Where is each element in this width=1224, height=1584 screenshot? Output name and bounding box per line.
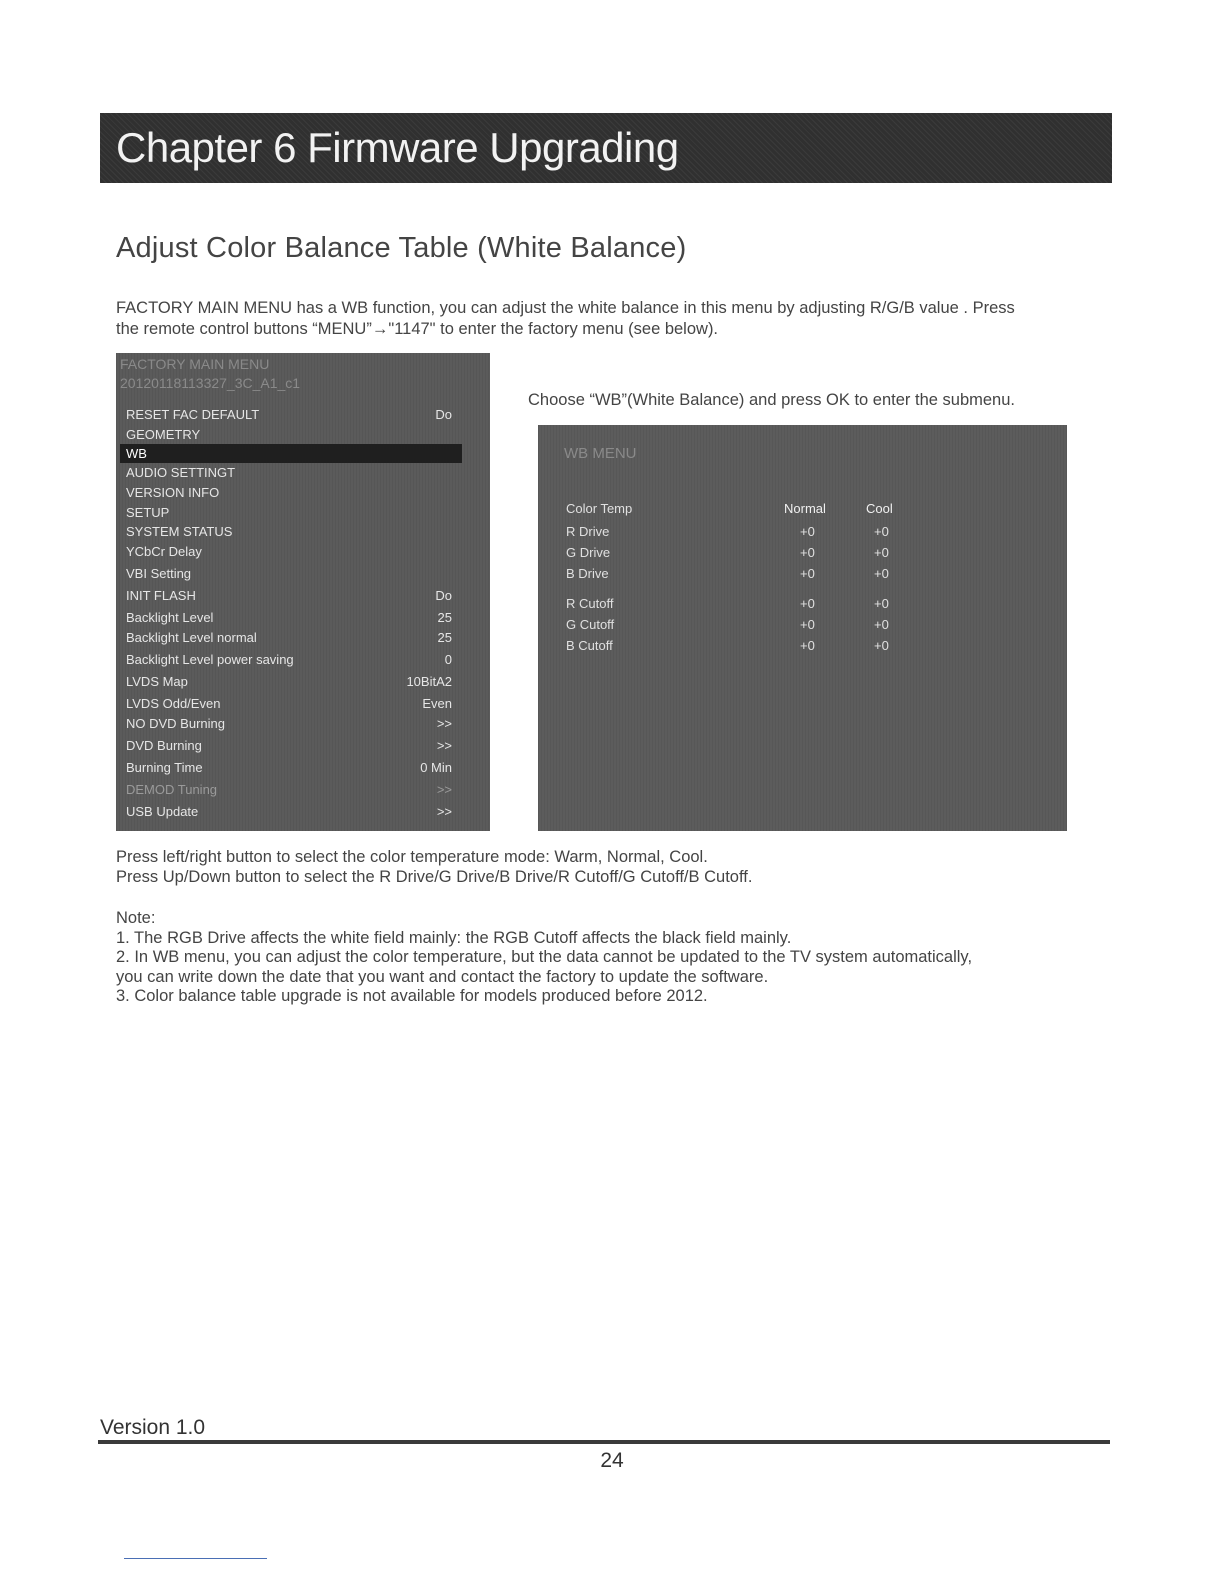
wb-row-color-temp[interactable] [564,499,1044,519]
menu-item-label: Backlight Level [126,610,214,625]
menu-item-label: Burning Time [126,760,203,775]
instruction-line-2: Press Up/Down button to select the R Drive/G Drive/B Drive/R Cutoff/G Cutoff/B Cutoff. [116,867,753,886]
menu-item-label: Backlight Level normal [126,630,257,645]
factory-menu-item-wb[interactable] [120,444,462,463]
footer-rule [98,1440,1110,1444]
chapter-banner: Chapter 6 Firmware Upgrading [100,113,1112,183]
menu-item-label: VBI Setting [126,566,192,581]
page-number: 24 [600,1449,624,1472]
bottom-divider [124,1558,267,1559]
factory-menu-item-geometry[interactable] [120,425,462,444]
section-title: Adjust Color Balance Table (White Balance) [116,232,687,264]
factory-menu-item-system-status[interactable] [120,522,462,541]
wb-row-value-1: +0 [800,566,815,581]
wb-caption: Choose “WB”(White Balance) and press OK to enter the submenu. [528,391,1015,409]
wb-row-label: G Cutoff [566,617,615,632]
instructions-paragraph [116,848,1116,887]
wb-row-value-1: Normal [784,501,826,516]
menu-item-label: Backlight Level power saving [126,652,294,667]
wb-row-label: Color Temp [566,501,633,516]
factory-menu-item-lvds-odd-even[interactable] [120,694,462,713]
factory-menu-screenshot [116,353,490,831]
menu-item-label: DEMOD Tuning [126,782,218,797]
note-3: 3. Color balance table upgrade is not available for models produced before 2012. [116,987,708,1005]
menu-item-value: >> [436,782,452,797]
menu-item-value: 0 Min [420,760,452,775]
menu-item-label: AUDIO SETTINGT [126,465,236,480]
notes-block [116,909,1116,1007]
menu-item-value: Even [422,696,452,711]
factory-menu-item-demod-tuning[interactable] [120,780,462,799]
factory-menu-item-backlight-normal[interactable] [120,628,462,647]
factory-menu-version: 20120118113327_3C_A1_c1 [120,375,301,391]
menu-item-label: GEOMETRY [126,427,201,442]
menu-item-value: 25 [437,610,452,625]
intro-line-1: FACTORY MAIN MENU has a WB function, you can adjust the white balance in this menu by adjusting R/G/B value . Press [116,299,1015,317]
wb-menu-title: WB MENU [564,445,637,462]
wb-row-value-1: +0 [800,596,815,611]
menu-item-label: USB Update [126,804,199,819]
menu-item-label: LVDS Odd/Even [126,696,221,711]
menu-item-value: Do [435,588,452,603]
wb-row-value-2: +0 [874,524,889,539]
instruction-line-1: Press left/right button to select the color temperature mode: Warm, Normal, Cool. [116,848,708,866]
menu-item-value: 10BitA2 [406,674,452,689]
wb-row-value-2: Cool [866,501,893,516]
factory-menu-item-usb-update[interactable] [120,802,462,821]
factory-menu-title: FACTORY MAIN MENU [120,356,270,372]
wb-row-value-1: +0 [800,545,815,560]
wb-row-label: B Cutoff [566,638,613,653]
factory-menu-item-dvd-burning[interactable] [120,736,462,755]
wb-row-value-1: +0 [800,638,815,653]
wb-row-r-cutoff[interactable] [564,594,1044,614]
notes-heading: Note: [116,909,156,927]
wb-row-value-1: +0 [800,524,815,539]
factory-menu-item-no-dvd-burning[interactable] [120,714,462,733]
note-2b: you can write down the date that you want and contact the factory to update the software. [116,967,769,986]
menu-item-value: 25 [437,630,452,645]
factory-menu-item-backlight[interactable] [120,608,462,627]
factory-menu-item-burning-time[interactable] [120,758,462,777]
menu-item-label: INIT FLASH [126,588,196,603]
wb-row-value-2: +0 [874,638,889,653]
wb-row-label: R Cutoff [566,596,614,611]
factory-menu-item-backlight-power-saving[interactable] [120,650,462,669]
menu-item-label: DVD Burning [126,738,202,753]
factory-menu-item-reset[interactable] [120,405,462,424]
wb-row-r-drive[interactable] [564,522,1044,542]
menu-item-label: SETUP [126,505,170,520]
menu-item-value: Do [435,407,452,422]
wb-row-b-drive[interactable] [564,564,1044,584]
factory-menu-item-lvds-map[interactable] [120,672,462,691]
wb-row-value-2: +0 [874,566,889,581]
factory-menu-item-audio[interactable] [120,463,462,482]
menu-item-value: >> [436,738,452,753]
menu-item-value: >> [436,716,452,731]
intro-paragraph [116,298,1136,340]
menu-item-value: >> [436,804,452,819]
menu-item-label: VERSION INFO [126,485,220,500]
menu-item-label: YCbCr Delay [126,544,202,559]
wb-row-g-cutoff[interactable] [564,615,1044,635]
wb-menu-screenshot [538,425,1067,831]
menu-item-label: NO DVD Burning [126,716,225,731]
factory-menu-item-init-flash[interactable] [120,586,462,605]
factory-menu-header [120,355,300,393]
menu-item-label: WB [126,446,147,461]
note-2a: 2. In WB menu, you can adjust the color temperature, but the data cannot be updated to the TV system automatically, [116,948,973,966]
factory-menu-item-ycbcr[interactable] [120,542,462,561]
note-1: 1. The RGB Drive affects the white field mainly: the RGB Cutoff affects the black field mainly. [116,928,792,947]
footer-version: Version 1.0 [100,1416,206,1439]
wb-row-label: G Drive [566,545,611,560]
wb-row-b-cutoff[interactable] [564,636,1044,656]
wb-row-g-drive[interactable] [564,543,1044,563]
intro-line-2: the remote control buttons “MENU”→"1147" to enter the factory menu (see below). [116,320,719,338]
wb-row-label: B Drive [566,566,609,581]
wb-row-label: R Drive [566,524,610,539]
factory-menu-item-setup[interactable] [120,503,462,522]
factory-menu-item-version[interactable] [120,483,462,502]
wb-row-value-1: +0 [800,617,815,632]
menu-item-value: 0 [444,652,452,667]
factory-menu-item-vbi[interactable] [120,564,462,583]
wb-row-value-2: +0 [874,545,889,560]
menu-item-label: LVDS Map [126,674,188,689]
wb-row-value-2: +0 [874,596,889,611]
menu-item-label: SYSTEM STATUS [126,524,233,539]
menu-item-label: RESET FAC DEFAULT [126,407,260,422]
wb-row-value-2: +0 [874,617,889,632]
